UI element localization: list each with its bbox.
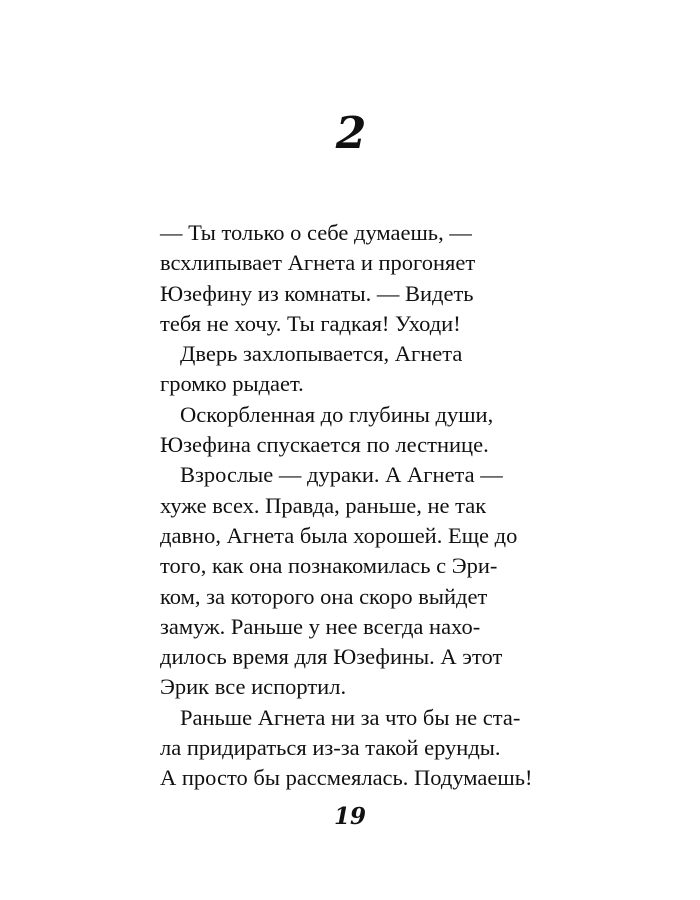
text-line: замуж. Раньше у нее всегда нахо-: [160, 613, 481, 639]
chapter-number: 2: [335, 108, 365, 159]
text-line: А просто бы рассмеялась. Подумаешь!: [160, 765, 533, 791]
text-line: Дверь захлопывается, Агнета: [180, 341, 463, 367]
text-line: — Ты только о себе думаешь, —: [160, 220, 472, 245]
text-line: ком, за которого она скоро выйдет: [160, 583, 488, 609]
text-line: Раньше Агнета ни за что бы не ста-: [180, 704, 521, 730]
text-line: того, как она познакомилась с Эри-: [160, 553, 498, 579]
text-line: Эрик все испортил.: [160, 674, 347, 700]
text-line: громко рыдает.: [160, 371, 304, 397]
page-number: 19: [333, 803, 366, 830]
text-line: ла придираться из-за такой ерунды.: [160, 735, 501, 761]
text-line: Взрослые — дураки. А Агнета —: [180, 462, 503, 488]
body-text: [160, 218, 580, 794]
text-line: тебя не хочу. Ты гадкая! Уходи!: [160, 310, 461, 336]
text-line: давно, Агнета была хорошей. Еще до: [160, 522, 518, 548]
text-line: Юзефина спускается по лестнице.: [160, 432, 489, 458]
text-line: дилось время для Юзефины. А этот: [160, 644, 503, 670]
text-line: хуже всех. Правда, раньше, не так: [160, 492, 487, 518]
text-line: всхлипывает Агнета и прогоняет: [160, 250, 476, 276]
text-line: Юзефину из комнаты. — Видеть: [160, 280, 474, 306]
text-line: Оскорбленная до глубины души,: [180, 401, 494, 427]
